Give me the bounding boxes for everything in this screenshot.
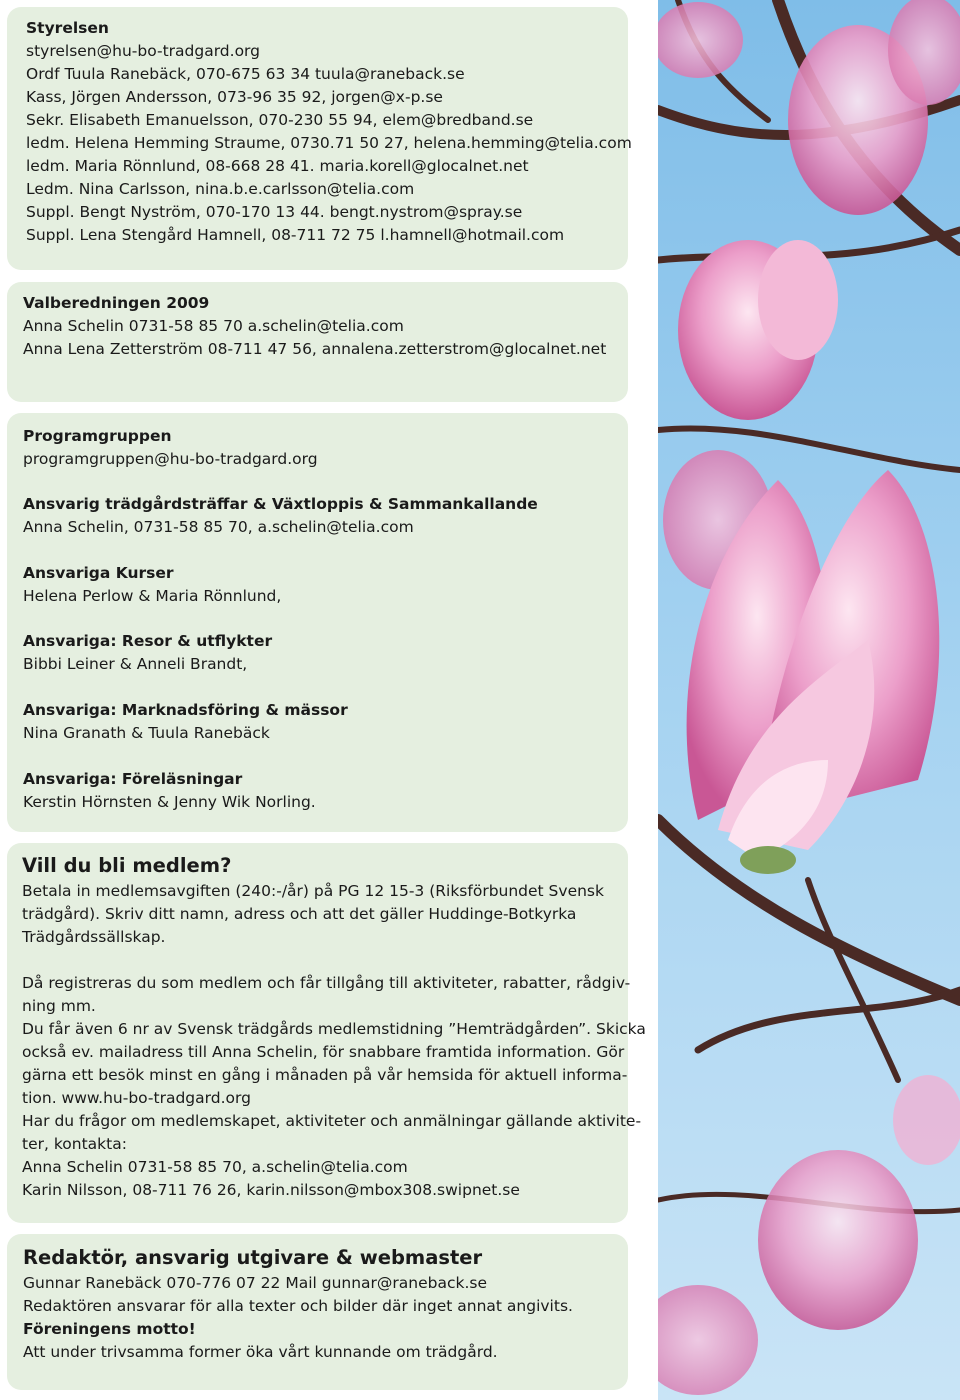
styrelsen-line: Sekr. Elisabeth Emanuelsson, 070-230 55 94, elem@bredband.se (26, 111, 534, 129)
programgruppen-email: programgruppen@hu-bo-tradgard.org (23, 450, 318, 468)
redaktor-contact: Gunnar Ranebäck 070-776 07 22 Mail gunnar@raneback.se (23, 1274, 488, 1292)
valberedningen-heading: Valberedningen 2009 (23, 294, 210, 312)
motto-heading: Föreningens motto! (23, 1320, 196, 1338)
styrelsen-line: ledm. Maria Rönnlund, 08-668 28 41. maria.korell@glocalnet.net (26, 157, 529, 175)
medlem-line: Karin Nilsson, 08-711 76 26, karin.nilsson@mbox308.swipnet.se (22, 1181, 520, 1199)
redaktor-panel (7, 1234, 628, 1390)
group-people: Anna Schelin, 0731-58 85 70, a.schelin@telia.com (23, 518, 414, 536)
group-heading: Ansvariga: Föreläsningar (23, 770, 243, 788)
medlem-line: Trädgårdssällskap. (22, 928, 166, 946)
group-heading: Ansvariga: Resor & utflykter (23, 632, 273, 650)
styrelsen-line: Suppl. Bengt Nyström, 070-170 13 44. bengt.nystrom@spray.se (26, 203, 523, 221)
group-heading: Ansvariga Kurser (23, 564, 174, 582)
styrelsen-line: Kass, Jörgen Andersson, 073-96 35 92, jorgen@x-p.se (26, 88, 443, 106)
group-people: Kerstin Hörnsten & Jenny Wik Norling. (23, 793, 316, 811)
magnolia-photo (658, 0, 960, 1400)
magnolia-image (658, 0, 960, 1400)
group-people: Bibbi Leiner & Anneli Brandt, (23, 655, 248, 673)
programgruppen-panel (7, 413, 628, 832)
motto-text: Att under trivsamma former öka vårt kunnande om trädgård. (23, 1343, 498, 1361)
styrelsen-panel (7, 7, 632, 270)
styrelsen-line: Ordf Tuula Ranebäck, 070-675 63 34 tuula@raneback.se (26, 65, 465, 83)
medlem-line: trädgård). Skriv ditt namn, adress och att det gäller Huddinge-Botkyrka (22, 905, 577, 923)
medlem-line: gärna ett besök minst en gång i månaden på vår hemsida för aktuell informa- (22, 1066, 628, 1084)
medlem-panel (7, 843, 646, 1223)
medlem-line: Betala in medlemsavgiften (240:-/år) på PG 12 15-3 (Riksförbundet Svensk (22, 882, 604, 900)
medlem-line: ter, kontakta: (22, 1135, 127, 1153)
styrelsen-heading: Styrelsen (26, 19, 109, 37)
valberedningen-line: Anna Schelin 0731-58 85 70 a.schelin@telia.com (23, 317, 404, 335)
programgruppen-heading: Programgruppen (23, 427, 172, 445)
valberedningen-line: Anna Lena Zetterström 08-711 47 56, annalena.zetterstrom@glocalnet.net (23, 340, 607, 358)
styrelsen-line: styrelsen@hu-bo-tradgard.org (26, 42, 260, 60)
medlem-line: Då registreras du som medlem och får tillgång till aktiviteter, rabatter, rådgiv- (22, 974, 631, 992)
redaktor-heading: Redaktör, ansvarig utgivare & webmaster (23, 1246, 483, 1269)
medlem-line: också ev. mailadress till Anna Schelin, för snabbare framtida information. Gör (22, 1043, 625, 1061)
medlem-line: tion. www.hu-bo-tradgard.org (22, 1089, 251, 1107)
medlem-line: Har du frågor om medlemskapet, aktiviteter och anmälningar gällande aktivite- (22, 1112, 642, 1130)
medlem-heading: Vill du bli medlem? (22, 854, 232, 877)
group-people: Nina Granath & Tuula Ranebäck (23, 724, 270, 742)
styrelsen-line: Ledm. Nina Carlsson, nina.b.e.carlsson@telia.com (26, 180, 415, 198)
group-people: Helena Perlow & Maria Rönnlund, (23, 587, 282, 605)
redaktor-note: Redaktören ansvarar för alla texter och bilder där inget annat angivits. (23, 1297, 573, 1315)
medlem-line: Anna Schelin 0731-58 85 70, a.schelin@telia.com (22, 1158, 408, 1176)
styrelsen-line: ledm. Helena Hemming Straume, 0730.71 50 27, helena.hemming@telia.com (26, 134, 632, 152)
group-heading: Ansvariga: Marknadsföring & mässor (23, 701, 348, 719)
group-heading: Ansvarig trädgårdsträffar & Växtloppis & Sammankallande (23, 495, 538, 513)
styrelsen-line: Suppl. Lena Stengård Hamnell, 08-711 72 75 l.hamnell@hotmail.com (26, 226, 565, 244)
medlem-line: Du får även 6 nr av Svensk trädgårds medlemstidning ”Hemträdgården”. Skicka (22, 1020, 646, 1038)
valberedningen-panel (7, 282, 628, 402)
medlem-line: ning mm. (22, 997, 96, 1015)
